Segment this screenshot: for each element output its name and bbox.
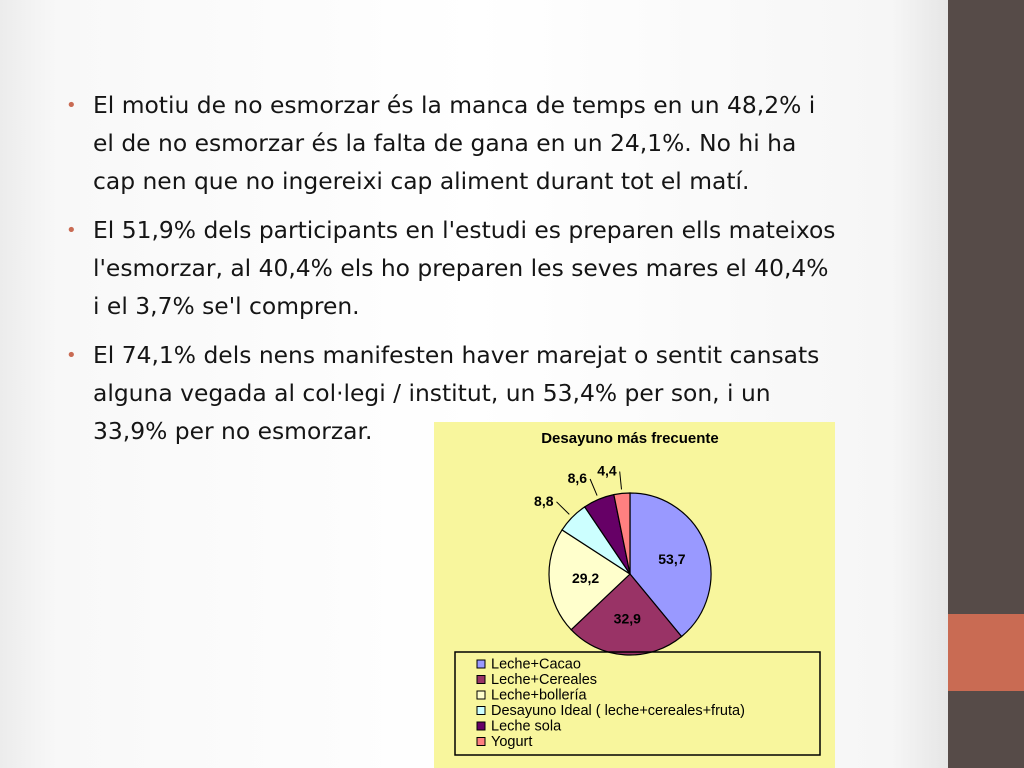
data-label-leader [620, 472, 622, 490]
data-label: 8,6 [567, 470, 588, 486]
legend-label: Leche+bollería [491, 687, 587, 704]
legend-swatch [477, 707, 485, 715]
legend-swatch [477, 722, 485, 730]
side-accent [948, 614, 1024, 691]
bullet-text: El 74,1% dels nens manifesten haver marejat o sentit cansats alguna vegada al col·legi / institut, un 53,4% per son, i un 33,9% per no esmorzar. [93, 341, 820, 445]
bullet-mark: • [66, 220, 77, 241]
legend-swatch [477, 660, 485, 668]
data-label: 29,2 [571, 570, 600, 587]
legend-label: Yogurt [491, 734, 533, 750]
bullet-text: El motiu de no esmorzar és la manca de temps en un 48,2% i el de no esmorzar és la falta de gana en un 24,1%. No hi ha cap nen que no ingereixi cap aliment durant tot el matí. [93, 91, 816, 195]
bullet-mark: • [66, 345, 77, 366]
bullet-text: El 51,9% dels participants en l'estudi es preparen ells mateixos l'esmorzar, al 40,4% els ho preparen les seves mares el 40,4% i el 3,7% se'l compren. [93, 216, 836, 320]
bullet-list [66, 86, 896, 461]
data-label-leader [557, 502, 570, 515]
legend-label: Leche+Cacao [491, 656, 581, 673]
bullet-item [66, 86, 896, 200]
bullet-item [66, 211, 896, 325]
legend-swatch [477, 738, 485, 746]
data-label: 8,8 [534, 492, 554, 509]
pie-chart-panel [434, 422, 835, 768]
chart-title: Desayuno más frecuente [541, 430, 719, 447]
data-label: 32,9 [613, 610, 641, 627]
legend-label: Leche sola [491, 718, 562, 735]
legend-swatch [477, 676, 485, 684]
legend-label: Leche+Cereales [491, 672, 598, 688]
data-label-leader [590, 479, 597, 496]
legend-swatch [477, 691, 485, 699]
legend-label: Desayuno Ideal ( leche+cereales+fruta) [491, 703, 745, 719]
pie-chart [434, 422, 835, 768]
data-label: 4,4 [597, 462, 617, 479]
bullet-mark: • [66, 95, 77, 116]
data-label: 53,7 [658, 550, 686, 567]
